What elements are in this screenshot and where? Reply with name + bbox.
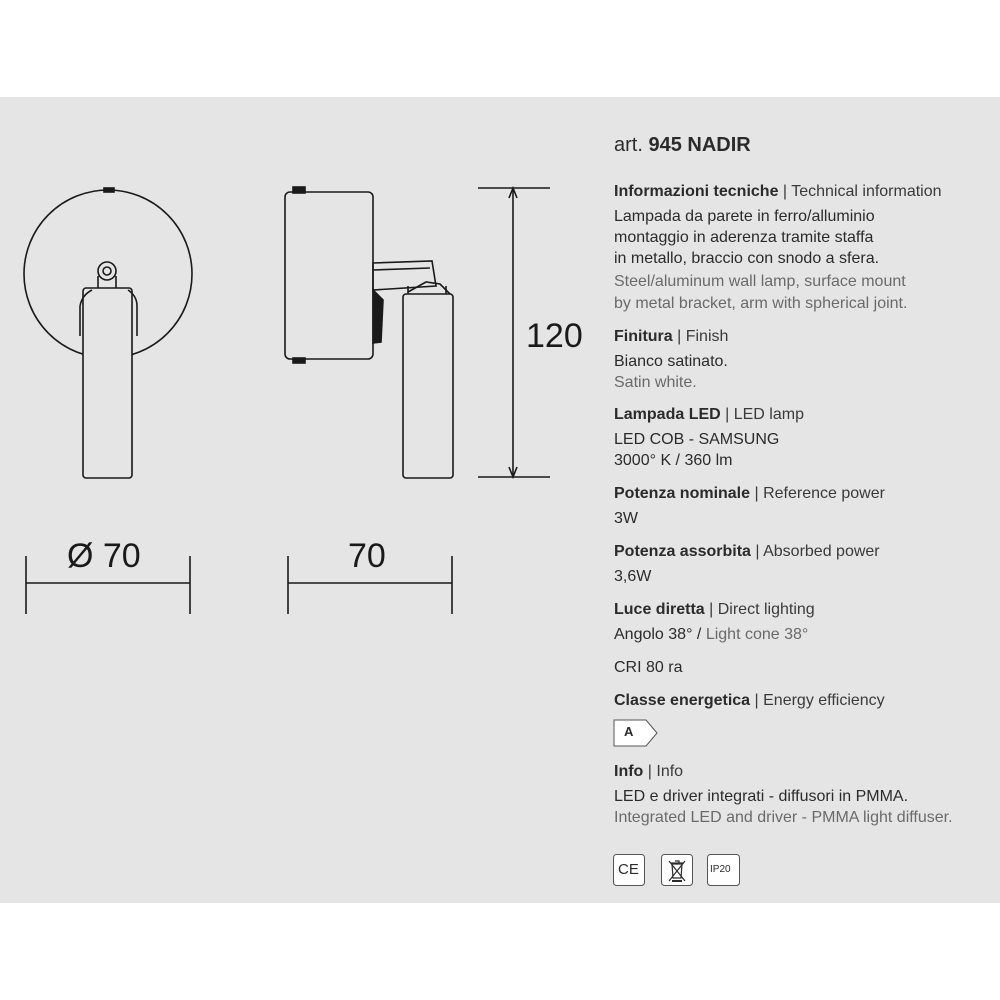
info-title-it: Info (614, 763, 644, 780)
front-view-top-clip (104, 188, 114, 192)
energy-class-badge (613, 719, 657, 745)
energy-heading (614, 691, 885, 711)
info-it-line: LED e driver integrati - diffusori in PMMA. (614, 788, 909, 805)
led-heading (614, 405, 804, 425)
abs-power-value: 3,6W (614, 568, 652, 585)
side-view-arm (373, 261, 436, 290)
led-line: LED COB - SAMSUNG (614, 431, 780, 448)
info-en-line: Integrated LED and driver - PMMA light diffuser. (614, 809, 953, 826)
sep: | (778, 183, 792, 200)
sep: | (704, 601, 718, 618)
article-code: 945 NADIR (648, 134, 751, 156)
sep: | (643, 763, 657, 780)
lighting-title-it: Luce diretta (614, 601, 705, 618)
sep: | (750, 692, 764, 709)
ip-rating-icon (707, 854, 739, 886)
front-view-tube (83, 288, 132, 478)
ref-power-value: 3W (614, 510, 638, 527)
technical-en-line: Steel/aluminum wall lamp, surface mount (614, 273, 906, 290)
lighting-title-en: Direct lighting (717, 601, 815, 618)
technical-title-en: Technical information (791, 183, 942, 200)
depth-label: 70 (348, 537, 386, 575)
angle-en: Light cone 38° (705, 626, 809, 643)
sep: | (750, 485, 764, 502)
ref-power-title-it: Potenza nominale (614, 485, 751, 502)
abs-power-title-en: Absorbed power (763, 543, 880, 560)
ce-mark-text: CE (618, 861, 639, 878)
technical-title-it: Informazioni tecniche (614, 183, 779, 200)
finish-title-en: Finish (685, 328, 729, 345)
weee-bin-icon (661, 854, 693, 886)
sep: | (720, 406, 734, 423)
article-prefix: art. (614, 134, 643, 156)
side-view-switch (373, 290, 383, 343)
technical-heading (614, 182, 942, 202)
technical-it-line: in metallo, braccio con snodo a sfera. (614, 250, 880, 267)
lighting-angle (614, 625, 808, 645)
led-title-en: LED lamp (733, 406, 804, 423)
side-view-tube (403, 294, 453, 478)
led-line: 3000° K / 360 lm (614, 452, 733, 469)
angle-sep: / (692, 626, 706, 643)
energy-title-it: Classe energetica (614, 692, 751, 709)
ip-rating-text: IP20 (710, 864, 731, 875)
height-label: 120 (526, 317, 583, 355)
technical-en-line: by metal bracket, arm with spherical joint. (614, 295, 908, 312)
technical-it-line: montaggio in aderenza tramite staffa (614, 229, 874, 246)
abs-power-heading (614, 542, 880, 562)
finish-it-line: Bianco satinato. (614, 353, 728, 370)
info-heading (614, 762, 683, 782)
finish-title-it: Finitura (614, 328, 673, 345)
cri-value: CRI 80 ra (614, 659, 683, 676)
technical-it-line: Lampada da parete in ferro/alluminio (614, 208, 875, 225)
front-view-joint (98, 262, 116, 280)
side-view-base (285, 192, 373, 359)
led-title-it: Lampada LED (614, 406, 721, 423)
ce-mark-icon (613, 854, 645, 886)
lighting-heading (614, 600, 815, 620)
finish-en-line: Satin white. (614, 374, 697, 391)
abs-power-title-it: Potenza assorbita (614, 543, 751, 560)
energy-class-letter: A (624, 724, 634, 739)
article-title (614, 134, 751, 157)
angle-it: Angolo 38° (614, 626, 693, 643)
finish-heading (614, 327, 728, 347)
ref-power-heading (614, 484, 885, 504)
diameter-label: Ø 70 (67, 537, 141, 575)
ref-power-title-en: Reference power (763, 485, 885, 502)
sep: | (672, 328, 686, 345)
energy-title-en: Energy efficiency (763, 692, 885, 709)
sep: | (750, 543, 764, 560)
info-title-en: Info (656, 763, 684, 780)
